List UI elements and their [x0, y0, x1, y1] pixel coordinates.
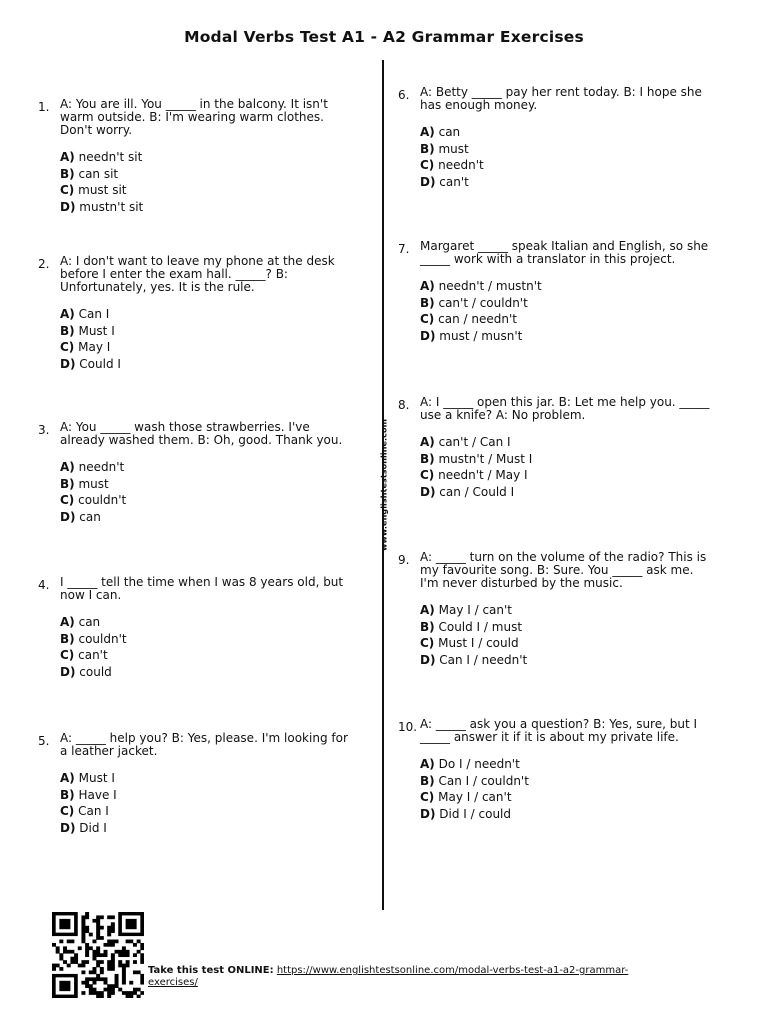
question-text: A: _____ ask you a question? B: Yes, sure, but I _____ answer it if it is about my private life.	[420, 717, 698, 744]
option-text: Did I / could	[439, 806, 511, 821]
question-number: 6.	[398, 88, 410, 102]
question-number: 7.	[398, 242, 410, 256]
answer-option-a	[420, 602, 714, 619]
question-text: I _____ tell the time when I was 8 years old, but now I can.	[60, 575, 344, 602]
answer-options	[60, 149, 354, 215]
option-letter: A)	[60, 615, 75, 629]
answer-option-d	[60, 820, 354, 837]
question-2	[38, 255, 354, 372]
answer-option-a	[420, 756, 714, 773]
answer-option-d	[60, 509, 354, 526]
option-text: must sit	[78, 183, 127, 197]
option-text: can't / couldn't	[438, 295, 528, 310]
question-text: A: You _____ wash those strawberries. I've already washed them. B: Oh, good. Thank you.	[60, 420, 343, 447]
option-text: must / musn't	[439, 328, 523, 343]
qr-code-icon	[52, 912, 144, 998]
option-letter: C)	[420, 790, 435, 804]
option-letter: C)	[60, 648, 75, 662]
answer-option-d	[60, 664, 354, 681]
answer-options	[420, 278, 714, 344]
option-text: can	[438, 125, 461, 139]
option-letter: D)	[60, 199, 76, 214]
option-letter: C)	[420, 468, 435, 482]
answer-option-c	[60, 492, 354, 509]
answer-option-b	[60, 166, 354, 183]
answer-options	[420, 602, 714, 668]
option-text: can't / Can I	[438, 435, 511, 449]
option-text: Could I / must	[438, 619, 523, 634]
option-letter: B)	[60, 787, 75, 802]
answer-options	[420, 756, 714, 822]
answer-option-b	[60, 323, 354, 340]
option-letter: B)	[420, 451, 435, 466]
footer	[148, 965, 668, 989]
answer-option-d	[420, 328, 714, 345]
option-letter: D)	[60, 509, 76, 524]
option-text: May I	[78, 340, 111, 354]
option-text: Can I / needn't	[439, 652, 528, 667]
option-text: can / needn't	[438, 312, 517, 326]
option-text: Can I / couldn't	[438, 773, 529, 788]
option-letter: A)	[420, 603, 435, 617]
answer-option-c	[420, 157, 714, 174]
answer-option-b	[420, 295, 714, 312]
option-text: Must I / could	[438, 636, 519, 650]
answer-options	[60, 459, 354, 525]
option-text: must	[78, 476, 109, 491]
answer-option-a	[60, 306, 354, 323]
answer-option-c	[60, 803, 354, 820]
option-letter: B)	[420, 773, 435, 788]
option-letter: B)	[420, 141, 435, 156]
option-letter: C)	[60, 493, 75, 507]
answer-option-d	[60, 199, 354, 216]
footer-label: Take this test ONLINE:	[148, 965, 274, 976]
option-text: needn't	[78, 460, 125, 474]
option-text: needn't sit	[78, 150, 143, 164]
answer-option-c	[420, 311, 714, 328]
answer-option-b	[420, 773, 714, 790]
answer-option-c	[420, 635, 714, 652]
answer-options	[60, 614, 354, 680]
answer-option-d	[60, 356, 354, 373]
option-text: can	[78, 615, 101, 629]
option-text: Must I	[78, 323, 115, 338]
answer-options	[60, 306, 354, 372]
question-text: A: _____ help you? B: Yes, please. I'm looking for a leather jacket.	[60, 731, 348, 758]
option-text: couldn't	[78, 493, 127, 507]
answer-option-d	[420, 484, 714, 501]
question-5	[38, 732, 354, 836]
option-text: can sit	[78, 166, 119, 181]
question-9	[398, 551, 714, 668]
option-letter: B)	[420, 295, 435, 310]
option-letter: D)	[420, 806, 436, 821]
question-text: A: I don't want to leave my phone at the desk before I enter the exam hall. _____? B: Unfortunately, yes. It is the rule.	[60, 254, 335, 294]
option-text: Can I	[78, 307, 110, 321]
option-text: can / Could I	[439, 484, 515, 499]
option-letter: D)	[60, 664, 76, 679]
option-letter: D)	[420, 484, 436, 499]
answer-option-d	[420, 174, 714, 191]
question-7	[398, 240, 714, 344]
option-letter: C)	[420, 158, 435, 172]
answer-option-b	[60, 476, 354, 493]
option-letter: D)	[420, 174, 436, 189]
option-text: couldn't	[78, 631, 127, 646]
option-text: needn't	[438, 158, 484, 172]
question-8	[398, 396, 714, 500]
option-letter: B)	[60, 166, 75, 181]
answer-option-a	[60, 149, 354, 166]
option-text: Did I	[79, 820, 107, 835]
question-number: 10.	[398, 720, 418, 734]
footer-test-link[interactable]: https://www.englishtestsonline.com/modal-verbs-test-a1-a2-grammar-exercises/	[148, 965, 629, 988]
option-letter: D)	[420, 328, 436, 343]
option-letter: D)	[60, 820, 76, 835]
question-number: 8.	[398, 398, 410, 412]
question-text: A: I _____ open this jar. B: Let me help you. _____ use a knife? A: No problem.	[420, 395, 710, 422]
question-10	[398, 718, 714, 822]
answer-option-a	[420, 124, 714, 141]
answer-option-a	[60, 459, 354, 476]
answer-option-a	[60, 614, 354, 631]
page-title: Modal Verbs Test A1 - A2 Grammar Exercises	[184, 28, 584, 46]
answer-option-d	[420, 652, 714, 669]
question-6	[398, 86, 714, 190]
question-number: 5.	[38, 734, 50, 748]
question-3	[38, 421, 354, 525]
answer-option-a	[60, 770, 354, 787]
option-text: could	[79, 664, 112, 679]
option-letter: A)	[60, 150, 75, 164]
option-text: can't	[439, 174, 469, 189]
option-text: needn't / mustn't	[438, 279, 542, 293]
answer-option-b	[420, 619, 714, 636]
option-text: May I / can't	[438, 790, 512, 804]
option-letter: B)	[420, 619, 435, 634]
question-number: 2.	[38, 257, 50, 271]
option-letter: C)	[60, 804, 75, 818]
option-letter: A)	[420, 435, 435, 449]
question-text: Margaret _____ speak Italian and English, so she _____ work with a translator in this project.	[420, 239, 709, 266]
option-letter: B)	[60, 476, 75, 491]
option-text: must	[438, 141, 469, 156]
question-number: 9.	[398, 553, 410, 567]
question-text: A: Betty _____ pay her rent today. B: I hope she has enough money.	[420, 85, 702, 112]
answer-option-c	[60, 647, 354, 664]
option-text: can't	[78, 648, 108, 662]
option-letter: C)	[60, 340, 75, 354]
question-4	[38, 576, 354, 680]
answer-options	[420, 434, 714, 500]
option-letter: B)	[60, 323, 75, 338]
option-text: Do I / needn't	[438, 757, 520, 771]
option-text: needn't / May I	[438, 468, 528, 482]
answer-options	[60, 770, 354, 836]
option-letter: A)	[60, 771, 75, 785]
option-text: mustn't / Must I	[438, 451, 533, 466]
answer-option-b	[60, 631, 354, 648]
option-letter: A)	[420, 757, 435, 771]
answer-option-a	[420, 434, 714, 451]
option-letter: B)	[60, 631, 75, 646]
option-letter: A)	[60, 307, 75, 321]
answer-option-c	[60, 339, 354, 356]
option-letter: D)	[60, 356, 76, 371]
question-text: A: _____ turn on the volume of the radio? This is my favourite song. B: Sure. You _____ ask me. I'm never disturbed by the music.	[420, 550, 707, 590]
answer-option-b	[60, 787, 354, 804]
option-letter: D)	[420, 652, 436, 667]
answer-option-a	[420, 278, 714, 295]
answer-option-c	[420, 789, 714, 806]
question-number: 3.	[38, 423, 50, 437]
answer-option-c	[60, 182, 354, 199]
option-letter: C)	[420, 636, 435, 650]
question-text: A: You are ill. You _____ in the balcony. It isn't warm outside. B: I'm wearing warm clothes. Don't worry.	[60, 97, 328, 137]
option-text: Must I	[78, 771, 115, 785]
option-letter: C)	[60, 183, 75, 197]
option-text: can	[79, 509, 101, 524]
option-text: May I / can't	[438, 603, 513, 617]
question-number: 1.	[38, 100, 50, 114]
option-letter: A)	[60, 460, 75, 474]
option-letter: C)	[420, 312, 435, 326]
answer-option-b	[420, 141, 714, 158]
answer-option-c	[420, 467, 714, 484]
answer-options	[420, 124, 714, 190]
option-letter: A)	[420, 279, 435, 293]
option-letter: A)	[420, 125, 435, 139]
watermark-text: www.englishtestsonline.com	[379, 418, 389, 552]
answer-option-d	[420, 806, 714, 823]
option-text: mustn't sit	[79, 199, 144, 214]
answer-option-b	[420, 451, 714, 468]
question-1	[38, 98, 354, 215]
question-number: 4.	[38, 578, 50, 592]
option-text: Can I	[78, 804, 109, 818]
option-text: Could I	[79, 356, 121, 371]
option-text: Have I	[78, 787, 117, 802]
